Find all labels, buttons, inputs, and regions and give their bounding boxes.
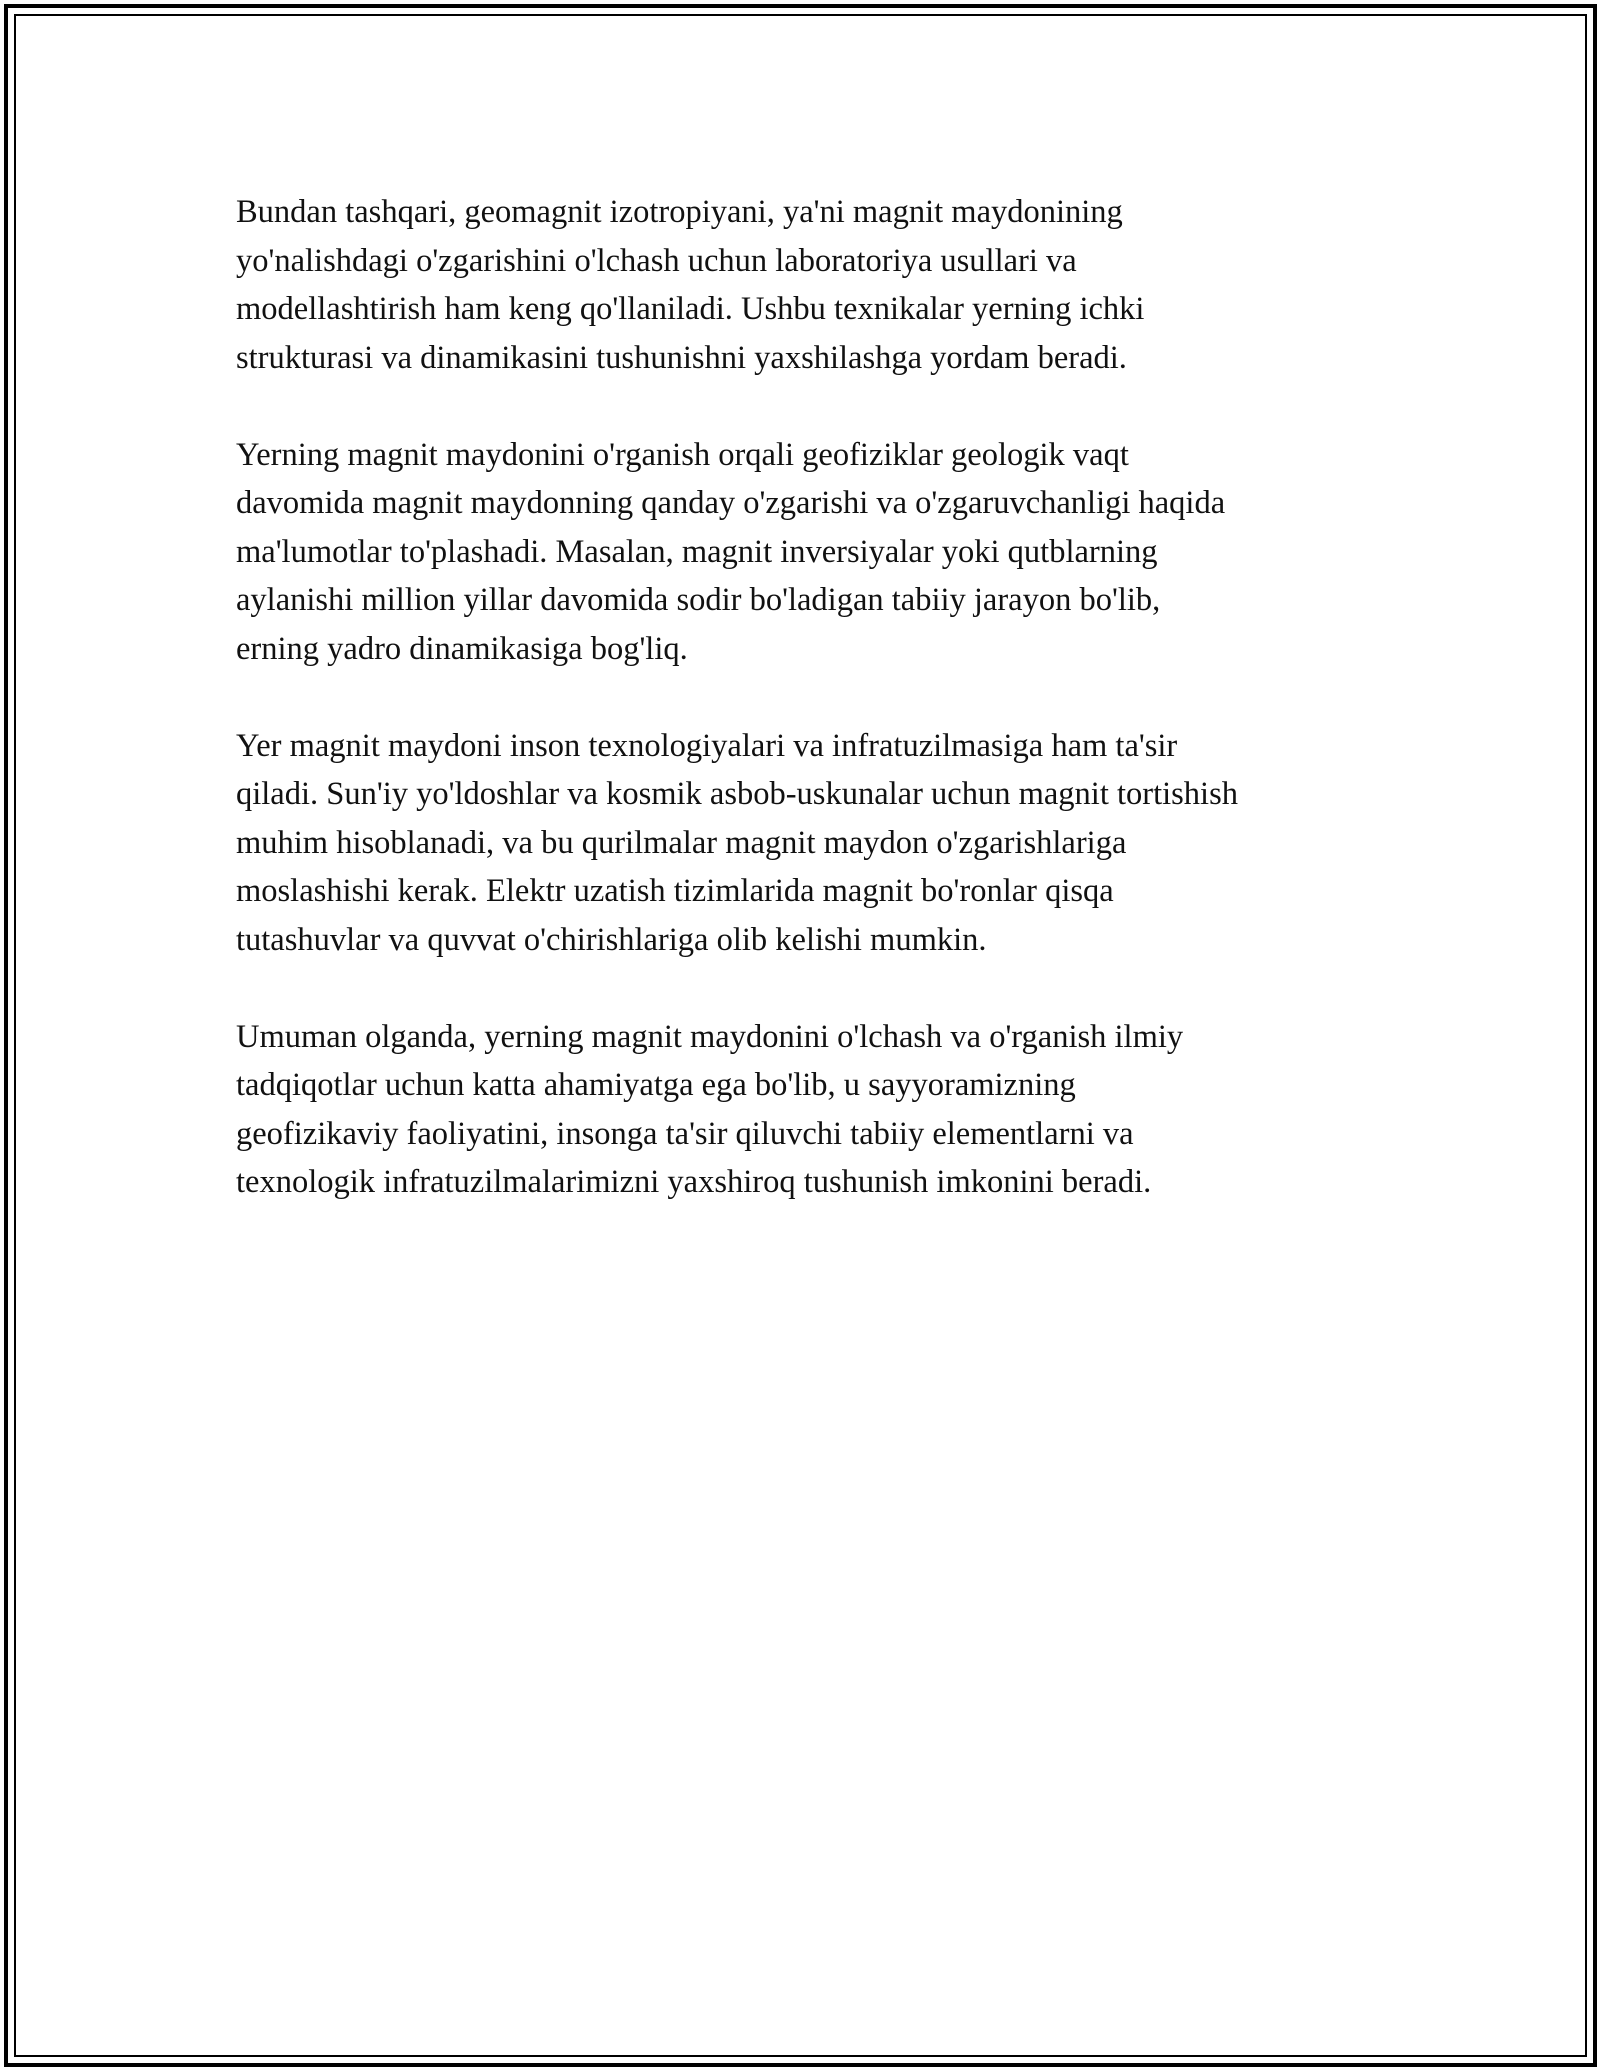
- document-body: [236, 188, 1386, 1255]
- text-line: ma'lumotlar to'plashadi. Masalan, magnit inversiyalar yoki qutblarning: [236, 533, 1158, 570]
- text-line: yo'nalishdagi o'zgarishini o'lchash uchun laboratoriya usullari va: [236, 242, 1077, 279]
- text-line: geofizikaviy faoliyatini, insonga ta'sir qiluvchi tabiiy elementlarni va: [236, 1115, 1134, 1152]
- text-line: texnologik infratuzilmalarimizni yaxshiroq tushunish imkonini beradi.: [236, 1164, 1152, 1200]
- text-line: moslashishi kerak. Elektr uzatish tizimlarida magnit bo'ronlar qisqa: [236, 873, 1114, 909]
- text-line: Umuman olganda, yerning magnit maydonini o'lchash va o'rganish ilmiy: [236, 1018, 1184, 1055]
- text-line: strukturasi va dinamikasini tushunishni yaxshilashga yordam beradi.: [236, 339, 1127, 376]
- text-line: aylanishi million yillar davomida sodir bo'ladigan tabiiy jarayon bo'lib,: [236, 582, 1161, 618]
- paragraph-4: [236, 1013, 1386, 1207]
- text-line: muhim hisoblanadi, va bu qurilmalar magnit maydon o'zgarishlariga: [236, 824, 1127, 861]
- paragraph-1: [236, 188, 1386, 382]
- text-line: Bundan tashqari, geomagnit izotropiyani, ya'ni magnit maydonining: [236, 194, 1123, 230]
- text-line: Yer magnit maydoni inson texnologiyalari va infratuzilmasiga ham ta'sir: [236, 727, 1178, 764]
- paragraph-2: [236, 431, 1386, 674]
- text-line: modellashtirish ham keng qo'llaniladi. Ushbu texnikalar yerning ichki: [236, 291, 1145, 327]
- text-line: tadqiqotlar uchun katta ahamiyatga ega bo'lib, u sayyoramizning: [236, 1067, 1076, 1103]
- text-line: qiladi. Sun'iy yo'ldoshlar va kosmik asbob-uskunalar uchun magnit tortishish: [236, 776, 1238, 812]
- text-line: Yerning magnit maydonini o'rganish orqali geofiziklar geologik vaqt: [236, 436, 1129, 473]
- text-line: tutashuvlar va quvvat o'chirishlariga olib kelishi mumkin.: [236, 921, 987, 958]
- paragraph-3: [236, 722, 1386, 965]
- text-line: erning yadro dinamikasiga bog'liq.: [236, 630, 688, 667]
- text-line: davomida magnit maydonning qanday o'zgarishi va o'zgaruvchanligi haqida: [236, 485, 1226, 521]
